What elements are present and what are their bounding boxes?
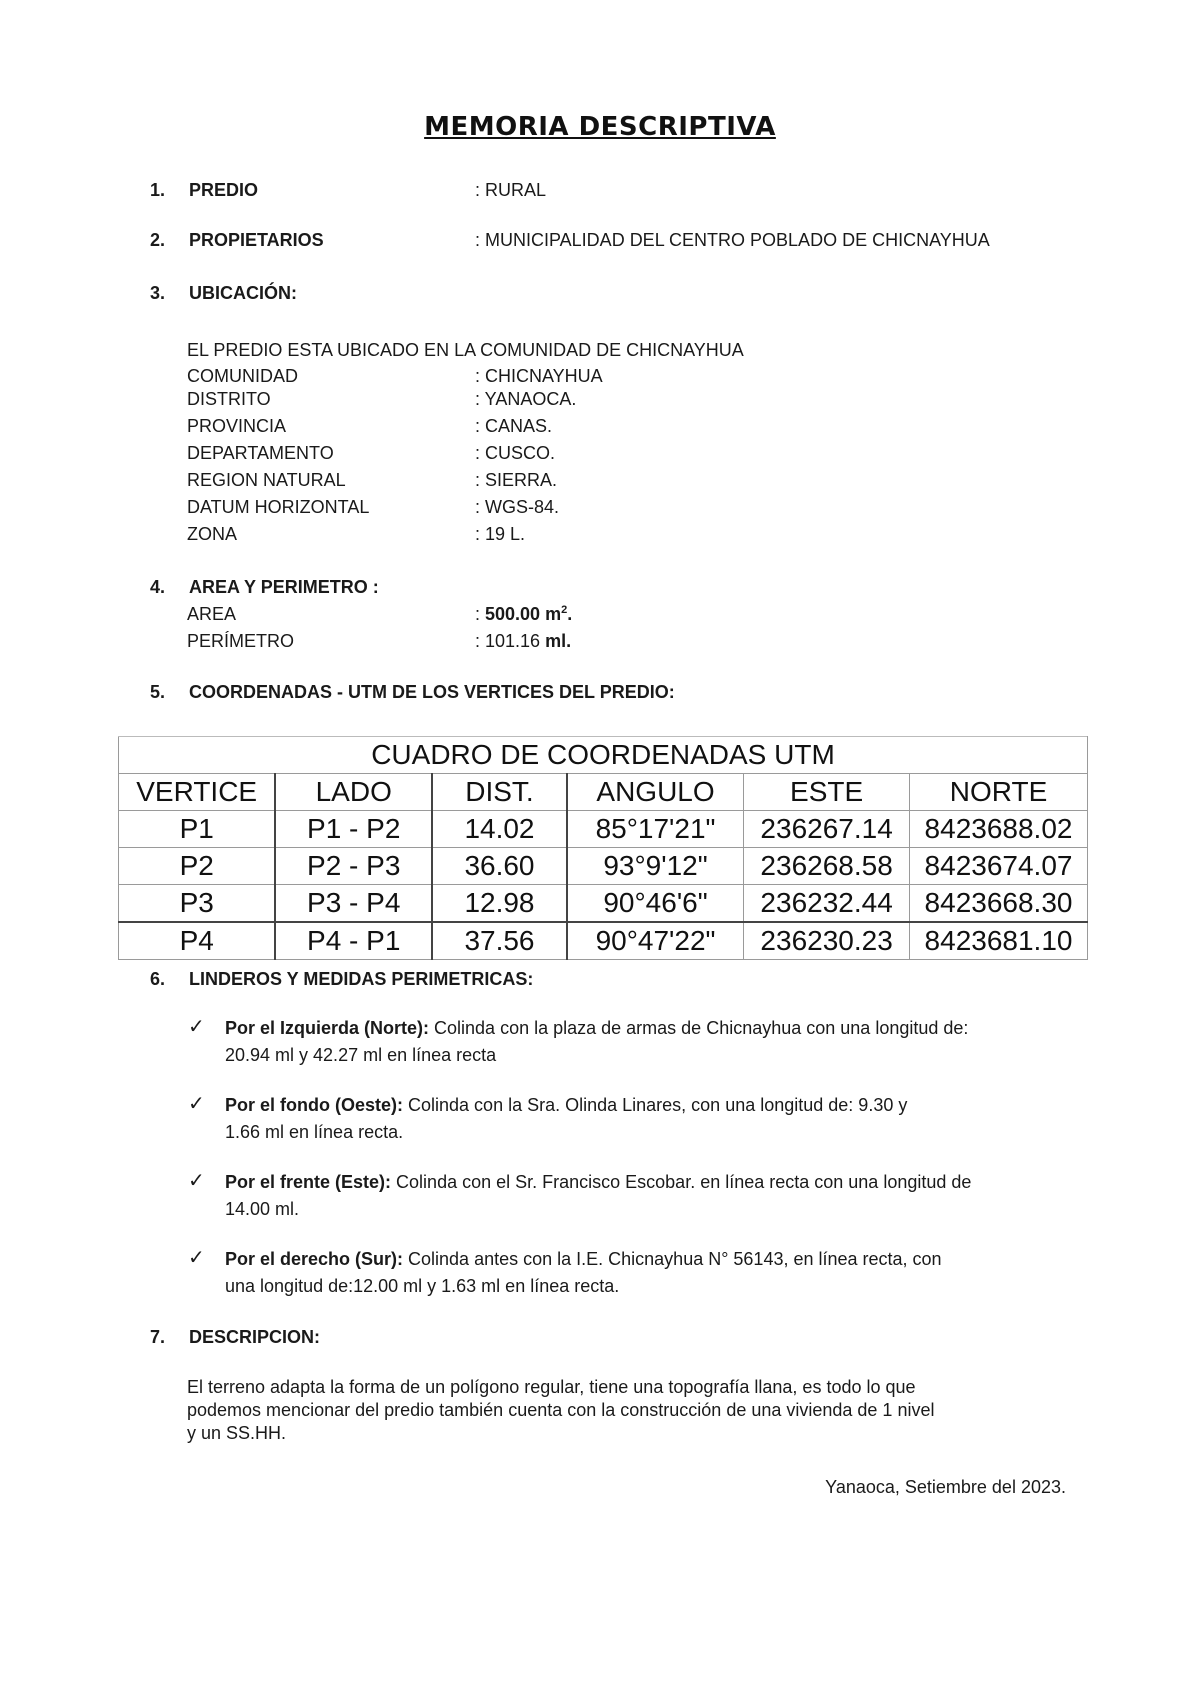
table-cell: 90°46'6" [567, 885, 744, 923]
perimetro-label: PERÍMETRO [187, 631, 295, 651]
table-cell: 12.98 [432, 885, 567, 923]
section-2-number: 2. [150, 230, 166, 250]
area-label: AREA [187, 604, 237, 624]
table-header-row [119, 774, 1088, 811]
ubicacion-label: PROVINCIA [187, 416, 287, 436]
ubicacion-intro: EL PREDIO ESTA UBICADO EN LA COMUNIDAD DE CHICNAYHUA [187, 340, 744, 360]
table-cell: 236232.44 [744, 885, 910, 923]
section-3-number: 3. [150, 283, 166, 303]
lindero-line: Por el Izquierda (Norte): Colinda con la plaza de armas de Chicnayhua con una longitud de: [225, 1018, 969, 1038]
section-5-label: COORDENADAS - UTM DE LOS VERTICES DEL PREDIO: [189, 682, 675, 702]
ubicacion-value: : CUSCO. [475, 443, 556, 463]
perimetro-value: : 101.16 ml. [475, 631, 572, 651]
table-row [119, 922, 1088, 960]
section-1-number: 1. [150, 180, 166, 200]
section-3-label: UBICACIÓN: [189, 283, 297, 303]
ubicacion-label: ZONA [187, 524, 238, 544]
section-7-number: 7. [150, 1327, 166, 1347]
descripcion-line: El terreno adapta la forma de un polígono regular, tiene una topografía llana, es todo lo que [187, 1377, 916, 1397]
section-6-number: 6. [150, 969, 166, 989]
table-cell: P2 - P3 [275, 848, 432, 885]
section-2-label: PROPIETARIOS [189, 230, 324, 250]
checkmark-icon: ✓ [188, 1245, 205, 1269]
ubicacion-value: : CANAS. [475, 416, 553, 436]
section-5-number: 5. [150, 682, 166, 702]
ubicacion-value: : WGS-84. [475, 497, 560, 517]
lindero-line: Por el derecho (Sur): Colinda antes con la I.E. Chicnayhua N° 56143, en línea recta, con [225, 1249, 942, 1269]
place-date-signature: Yanaoca, Setiembre del 2023. [825, 1477, 1066, 1497]
lindero-line: Por el frente (Este): Colinda con el Sr. Francisco Escobar. en línea recta con una longitud de [225, 1172, 972, 1192]
ubicacion-label: DISTRITO [187, 389, 271, 409]
ubicacion-label: DEPARTAMENTO [187, 443, 334, 463]
lindero-line: Por el fondo (Oeste): Colinda con la Sra. Olinda Linares, con una longitud de: 9.30 y [225, 1095, 908, 1115]
table-row [119, 848, 1088, 885]
table-row [119, 811, 1088, 848]
table-cell: P1 - P2 [275, 811, 432, 848]
table-header-cell: NORTE [910, 774, 1088, 811]
utm-coordinates-table [118, 736, 1088, 960]
table-cell: 236268.58 [744, 848, 910, 885]
table-cell: 90°47'22" [567, 922, 744, 960]
table-header-cell: ANGULO [567, 774, 744, 811]
lindero-line-continuation: 1.66 ml en línea recta. [225, 1122, 404, 1142]
section-6-label: LINDEROS Y MEDIDAS PERIMETRICAS: [189, 969, 534, 989]
ubicacion-value: : SIERRA. [475, 470, 558, 490]
table-header-cell: ESTE [744, 774, 910, 811]
section-2-value: : MUNICIPALIDAD DEL CENTRO POBLADO DE CHICNAYHUA [475, 230, 990, 250]
ubicacion-value: : 19 L. [475, 524, 526, 544]
table-cell: 93°9'12" [567, 848, 744, 885]
table-cell: 8423668.30 [910, 885, 1088, 923]
lindero-line-continuation: una longitud de:12.00 ml y 1.63 ml en línea recta. [225, 1276, 620, 1296]
section-1-label: PREDIO [189, 180, 259, 200]
table-cell: P1 [119, 811, 276, 848]
ubicacion-label: DATUM HORIZONTAL [187, 497, 370, 517]
table-cell: P3 [119, 885, 276, 923]
checkmark-icon: ✓ [188, 1168, 205, 1192]
lindero-line-continuation: 20.94 ml y 42.27 ml en línea recta [225, 1045, 497, 1065]
table-cell: P4 - P1 [275, 922, 432, 960]
checkmark-icon: ✓ [188, 1091, 205, 1115]
table-cell: 8423674.07 [910, 848, 1088, 885]
table-cell: 36.60 [432, 848, 567, 885]
table-caption: CUADRO DE COORDENADAS UTM [119, 737, 1088, 774]
section-4-label: AREA Y PERIMETRO : [189, 577, 379, 597]
table-header-cell: DIST. [432, 774, 567, 811]
descripcion-line: podemos mencionar del predio también cuenta con la construcción de una vivienda de 1 nivel [187, 1400, 935, 1420]
table-cell: 37.56 [432, 922, 567, 960]
table-header-cell: LADO [275, 774, 432, 811]
ubicacion-label: REGION NATURAL [187, 470, 346, 490]
ubicacion-label: COMUNIDAD [187, 366, 298, 386]
lindero-line-continuation: 14.00 ml. [225, 1199, 300, 1219]
table-cell: 85°17'21" [567, 811, 744, 848]
table-cell: 236267.14 [744, 811, 910, 848]
section-1-value: : RURAL [475, 180, 547, 200]
table-row [119, 885, 1088, 923]
table-cell: 236230.23 [744, 922, 910, 960]
checkmark-icon: ✓ [188, 1014, 205, 1038]
area-value: : 500.00 $m^2$. [475, 604, 573, 624]
table-cell: P4 [119, 922, 276, 960]
section-4-number: 4. [150, 577, 166, 597]
table-cell: P3 - P4 [275, 885, 432, 923]
document-title: MEMORIA DESCRIPTIVA [424, 112, 776, 142]
table-cell: 8423681.10 [910, 922, 1088, 960]
table-cell: P2 [119, 848, 276, 885]
ubicacion-value: : YANAOCA. [475, 389, 577, 409]
table-cell: 14.02 [432, 811, 567, 848]
descripcion-line: y un SS.HH. [187, 1423, 287, 1443]
table-cell: 8423688.02 [910, 811, 1088, 848]
table-header-cell: VERTICE [119, 774, 276, 811]
section-7-label: DESCRIPCION: [189, 1327, 321, 1347]
ubicacion-value: : CHICNAYHUA [475, 366, 603, 386]
